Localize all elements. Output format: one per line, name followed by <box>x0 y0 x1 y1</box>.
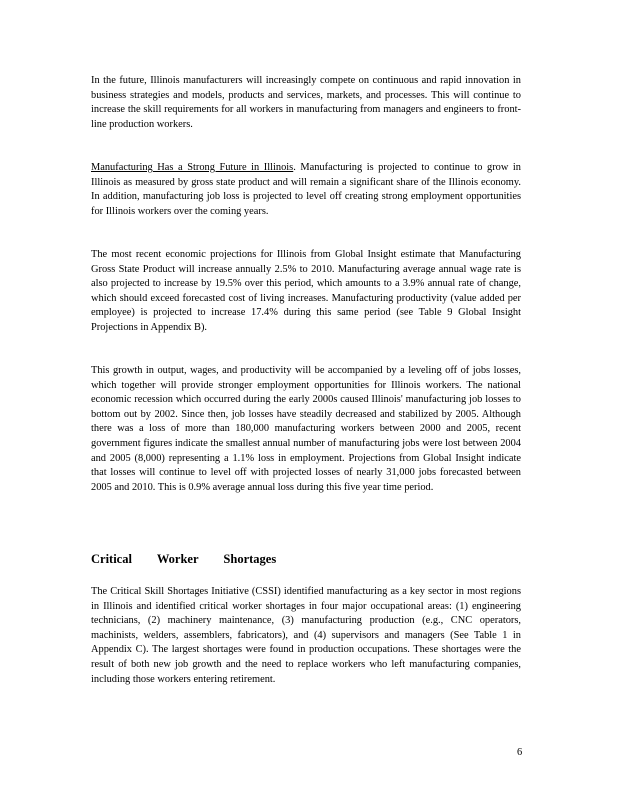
section-heading-critical-worker-shortages: Critical Worker Shortages <box>91 552 277 566</box>
paragraph-cssi: The Critical Skill Shortages Initiative (CSSI) identified manufacturing as a key sector in most regions in Illinois and identified critical worker shortages in four major occupational areas: (1) engineering technicians, (2) machinery maintenance, (3) manufacturing production (e.g., CNC operators, machinists, welders, assemblers, fabricators), and (4) supervisors and managers (See Table 1 in Appendix C). The largest shortages were found in production occupations. These shortages were the result of both new job growth and the need to replace workers who left manufacturing companies, including those workers entering retirement. <box>91 586 521 685</box>
paragraph-strong-future <box>91 161 521 219</box>
paragraph-job-losses: This growth in output, wages, and productivity will be accompanied by a leveling off of jobs losses, which together will provide stronger employment opportunities for Illinois workers. The national economic recession which occurred during the early 2000s caused Illinois' manufacturing job losses to bottom out by 2002. Since then, job losses have steadily decreased and stabilized by 2005. Although there was a loss of more than 180,000 manufacturing workers between 2000 and 2005, recent government figures indicate the smallest annual number of manufacturing jobs were lost between 2004 and 2005 (8,000) representing a 1.1% loss in employment. Projections from Global Insight indicate that losses will continue to level off with projected losses of nearly 31,000 jobs forecasted between 2005 and 2010. This is 0.9% average annual loss during this five year time period. <box>91 365 521 493</box>
paragraph-strong-future-body: . Manufacturing is projected to continue to grow in Illinois as measured by gross state product and will remain a significant share of the Illinois economy. In addition, manufacturing job loss is projected to level off creating strong employment opportunities for Illinois workers over the coming years. <box>91 162 522 217</box>
page-number: 6 <box>517 747 523 758</box>
paragraph-future-innovation: In the future, Illinois manufacturers will increasingly compete on continuous and rapid innovation in business strategies and models, products and services, markets, and processes. This will continue to increase the skill requirements for all workers in manufacturing from managers and engineers to front-line production workers. <box>91 75 521 130</box>
inline-heading-strong-future: Manufacturing Has a Strong Future in Illinois <box>91 162 294 173</box>
paragraph-economic-projections: The most recent economic projections for Illinois from Global Insight estimate that Manufacturing Gross State Product will increase annually 2.5% to 2010. Manufacturing average annual wage rate is also projected to increase by 19.5% over this period, which amounts to a 3.9% annual rate of change, which should exceed forecasted cost of living increases. Manufacturing productivity (value added per employee) is projected to increase 17.4% during this same period (see Table 9 Global Insight Projections in Appendix B). <box>91 249 521 333</box>
